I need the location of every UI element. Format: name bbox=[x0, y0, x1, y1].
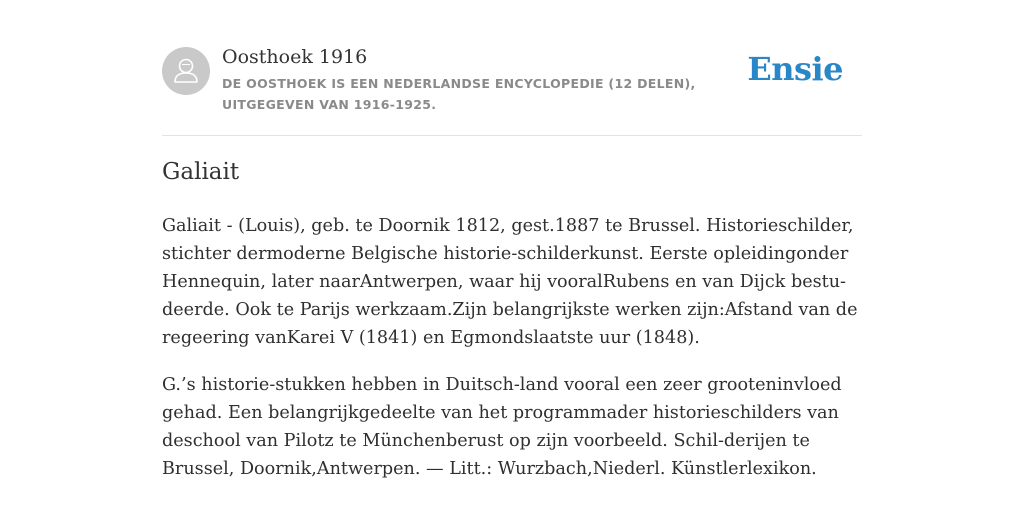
user-avatar-icon bbox=[162, 47, 210, 95]
source-title[interactable]: Oosthoek 1916 bbox=[222, 46, 368, 68]
brand-logo[interactable]: Ensie bbox=[747, 50, 843, 88]
entry-paragraph: Galiait - (Louis), geb. te Doornik 1812, gest.1887 te Brussel. Historieschilder, stichter dermoderne Belgische historie-schilderkunst. Eerste opleidingonder Hennequin, later naarAntwerpen, waar hij vooralRubens en van Dijck bestu-deerde. Ook te Parijs werkzaam.Zijn belangrijkste werken zijn:Afstand van de regeering vanKarei V (1841) en Egmondslaatste uur (1848). bbox=[162, 216, 858, 348]
entry-title: Galiait bbox=[162, 159, 240, 185]
entry-paragraph: G.’s historie-stukken hebben in Duitsch-land vooral een zeer grooteninvloed gehad. Een belangrijkgedeelte van het programmader historieschilders van deschool van Pilotz te Münchenberust op zijn voorbeeld. Schil-derijen te Brussel, Doornik,Antwerpen. — Litt.: Wurzbach,Niederl. Künstlerlexikon. bbox=[162, 375, 842, 479]
header-divider bbox=[162, 135, 862, 136]
source-description: DE OOSTHOEK IS EEN NEDERLANDSE ENCYCLOPEDIE (12 DELEN), UITGEGEVEN VAN 1916-1925. bbox=[222, 76, 696, 112]
person-outline-icon bbox=[162, 47, 210, 95]
source-header bbox=[162, 44, 862, 134]
entry-body bbox=[162, 212, 862, 502]
